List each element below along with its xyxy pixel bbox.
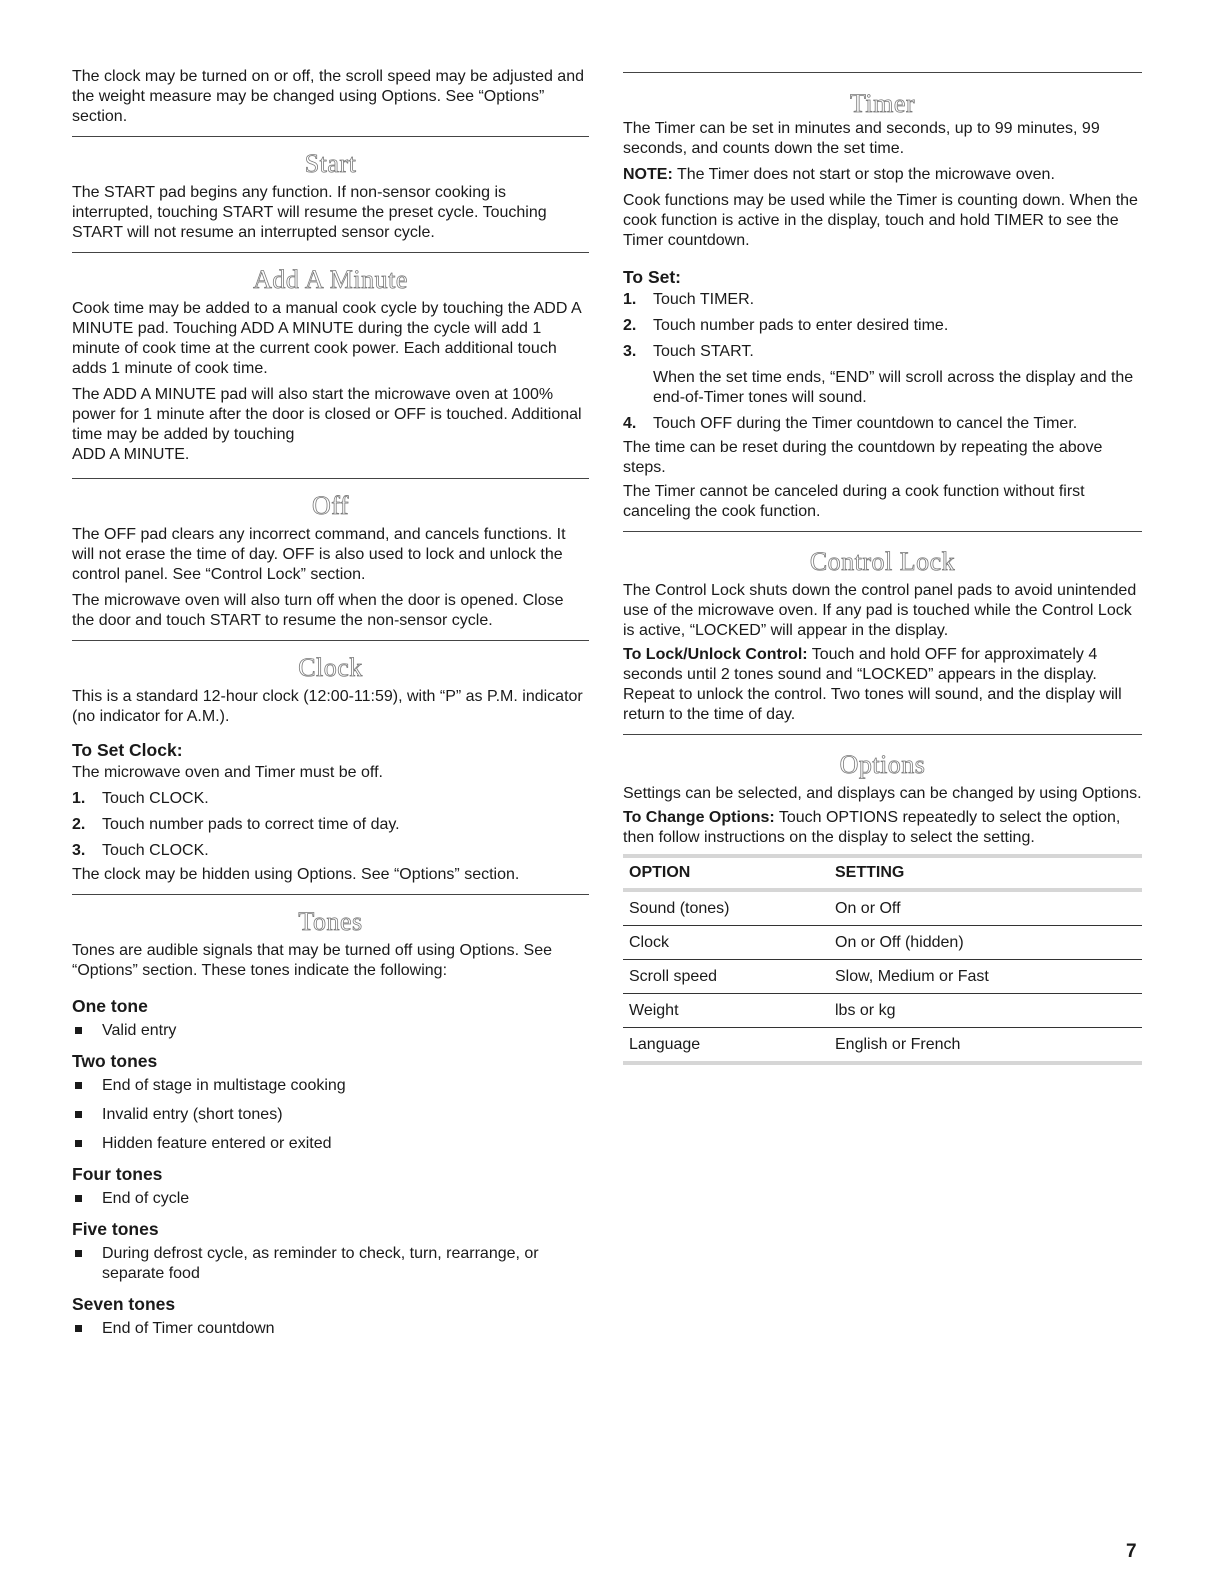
options-table — [623, 854, 1142, 1065]
section-divider — [623, 72, 1142, 73]
page-number: 7 — [1126, 1541, 1137, 1562]
options-text: Touch OPTIONS repeatedly to select the option, then follow instructions on the display to select the setting. — [623, 809, 1121, 846]
table-header-row — [623, 856, 1142, 890]
section-control-lock — [623, 531, 1142, 725]
step-number: 1. — [623, 291, 637, 308]
list-item — [72, 841, 589, 861]
list-item — [72, 815, 589, 835]
list-item: End of Timer countdown — [72, 1319, 589, 1339]
tone-list — [72, 1021, 589, 1041]
tone-heading: Seven tones — [72, 1294, 176, 1314]
step-number: 4. — [623, 415, 637, 432]
section-title-clock: Clock — [298, 653, 363, 682]
option-cell: Scroll speed — [623, 960, 829, 994]
table-row — [623, 960, 1142, 994]
tones-paragraph: Tones are audible signals that may be turned off using Options. See “Options” section. These tones indicate the following: — [72, 942, 553, 979]
tone-group-two — [72, 1050, 589, 1154]
list-item: End of stage in multistage cooking — [72, 1076, 589, 1096]
clock-paragraph-3: The clock may be hidden using Options. See “Options” section. — [72, 866, 520, 883]
table-row — [623, 926, 1142, 960]
list-item: Invalid entry (short tones) — [72, 1105, 589, 1125]
add-minute-paragraph-2-text: The ADD A MINUTE pad will also start the microwave oven at 100% power for 1 minute after the door is closed or OFF is touched. Additional time may be added by touching — [72, 386, 582, 443]
timer-paragraph-4: The time can be reset during the countdown by repeating the above steps. — [623, 439, 1103, 476]
section-clock — [72, 640, 589, 885]
note-text: The Timer does not start or stop the microwave oven. — [672, 166, 1055, 183]
section-timer — [623, 72, 1142, 522]
setting-cell: On or Off (hidden) — [829, 926, 1142, 960]
clock-subheading: To Set Clock: — [72, 740, 183, 760]
table-row — [623, 1028, 1142, 1064]
tone-list — [72, 1076, 589, 1154]
section-title-off: Off — [311, 491, 350, 520]
tone-list — [72, 1189, 589, 1209]
section-divider — [623, 734, 1142, 735]
options-label: To Change Options: — [623, 809, 775, 826]
section-start — [72, 136, 589, 243]
step-number: 2. — [72, 816, 86, 833]
options-instructions — [623, 808, 1142, 848]
list-item — [623, 414, 1142, 434]
step-text: Touch number pads to enter desired time. — [653, 317, 949, 334]
timer-paragraph-3: Cook functions may be used while the Timer is counting down. When the cook function is active in the display, touch and hold TIMER to see the Timer countdown. — [623, 192, 1138, 249]
add-minute-paragraph-2-end: ADD A MINUTE. — [72, 446, 190, 463]
tone-list — [72, 1244, 589, 1284]
section-divider — [72, 252, 589, 253]
step-text: Touch CLOCK. — [102, 842, 209, 859]
section-divider — [72, 894, 589, 895]
tone-heading: Five tones — [72, 1219, 159, 1239]
section-title-options: Options — [839, 750, 926, 779]
section-title-add-a-minute: Add A Minute — [253, 265, 408, 294]
step-text: Touch CLOCK. — [102, 790, 209, 807]
section-off — [72, 478, 589, 631]
step-text: Touch OFF during the Timer countdown to cancel the Timer. — [653, 415, 1078, 432]
list-item — [623, 290, 1142, 310]
options-paragraph: Settings can be selected, and displays can be changed by using Options. — [623, 785, 1142, 802]
section-title-start: Start — [304, 149, 357, 178]
option-cell: Weight — [623, 994, 829, 1028]
list-item: Hidden feature entered or exited — [72, 1134, 589, 1154]
option-cell: Language — [623, 1028, 829, 1064]
section-divider — [72, 136, 589, 137]
table-row — [623, 890, 1142, 926]
setting-cell: English or French — [829, 1028, 1142, 1064]
left-column — [72, 0, 589, 1348]
list-item: End of cycle — [72, 1189, 589, 1209]
clock-steps — [72, 789, 589, 861]
step-text: Touch TIMER. — [653, 291, 755, 308]
section-divider — [623, 531, 1142, 532]
section-title-control-lock: Control Lock — [809, 547, 956, 576]
off-paragraph-2: The microwave oven will also turn off when the door is opened. Close the door and touch START to resume the non-sensor cycle. — [72, 592, 564, 629]
step-number: 3. — [623, 343, 637, 360]
step-text: Touch START. — [653, 343, 754, 360]
section-add-a-minute — [72, 252, 589, 465]
timer-paragraph-1: The Timer can be set in minutes and seconds, up to 99 minutes, 99 seconds, and counts down the set time. — [623, 120, 1100, 157]
list-item — [623, 316, 1142, 336]
clock-paragraph-2: The microwave oven and Timer must be off. — [72, 764, 383, 781]
tone-group-one — [72, 995, 589, 1041]
tone-heading: Two tones — [72, 1051, 158, 1071]
step-number: 3. — [72, 842, 86, 859]
section-divider — [72, 640, 589, 641]
control-lock-text: Touch and hold OFF for approximately 4 seconds until 2 tones sound and “LOCKED” appears in the display. Repeat to unlock the control. Two tones will sound, and the display will return to the time of day. — [623, 646, 1122, 723]
control-lock-label: To Lock/Unlock Control: — [623, 646, 808, 663]
list-item — [623, 342, 1142, 408]
section-options — [623, 734, 1142, 1065]
timer-note — [623, 165, 1142, 185]
add-minute-paragraph-1: Cook time may be added to a manual cook cycle by touching the ADD A MINUTE pad. Touching ADD A MINUTE during the cycle will add 1 minute of cook time at the current cook power. Each additional touch adds 1 minute of cook time. — [72, 300, 581, 377]
off-paragraph-1: The OFF pad clears any incorrect command, and cancels functions. It will not erase the time of day. OFF is also used to lock and unlock the control panel. See “Control Lock” section. — [72, 526, 566, 583]
list-item: During defrost cycle, as reminder to check, turn, rearrange, or separate food — [72, 1244, 589, 1284]
tone-group-five — [72, 1218, 589, 1284]
step-note: When the set time ends, “END” will scroll across the display and the end-of-Timer tones will sound. — [653, 369, 1134, 406]
section-title-tones: Tones — [298, 907, 363, 936]
tone-list — [72, 1319, 589, 1339]
setting-cell: On or Off — [829, 890, 1142, 926]
tone-heading: Four tones — [72, 1164, 163, 1184]
column-header-setting: SETTING — [829, 856, 1142, 890]
clock-paragraph-1: This is a standard 12-hour clock (12:00-11:59), with “P” as P.M. indicator (no indicator for A.M.). — [72, 688, 583, 725]
step-text: Touch number pads to correct time of day. — [102, 816, 400, 833]
option-cell: Sound (tones) — [623, 890, 829, 926]
setting-cell: lbs or kg — [829, 994, 1142, 1028]
section-divider — [72, 478, 589, 479]
setting-cell: Slow, Medium or Fast — [829, 960, 1142, 994]
tone-group-four — [72, 1163, 589, 1209]
list-item — [72, 789, 589, 809]
right-column — [623, 0, 1142, 1065]
timer-subheading: To Set: — [623, 267, 682, 287]
add-minute-paragraph-2 — [72, 385, 589, 465]
note-label: NOTE: — [623, 166, 673, 183]
tone-heading: One tone — [72, 996, 148, 1016]
section-title-timer: Timer — [849, 89, 916, 118]
option-cell: Clock — [623, 926, 829, 960]
column-header-option: OPTION — [623, 856, 829, 890]
control-lock-instructions — [623, 645, 1142, 725]
section-tones — [72, 894, 589, 1339]
intro-paragraph: The clock may be turned on or off, the scroll speed may be adjusted and the weight measure may be changed using Options. See “Options” section. — [72, 68, 584, 125]
control-lock-paragraph: The Control Lock shuts down the control panel pads to avoid unintended use of the microwave oven. If any pad is touched while the Control Lock is active, “LOCKED” will appear in the display. — [623, 582, 1137, 639]
timer-steps — [623, 290, 1142, 434]
start-paragraph: The START pad begins any function. If non-sensor cooking is interrupted, touching START will resume the preset cycle. Touching START will not resume an interrupted sensor cycle. — [72, 184, 547, 241]
timer-paragraph-5: The Timer cannot be canceled during a cook function without first canceling the cook function. — [623, 483, 1085, 520]
table-row — [623, 994, 1142, 1028]
step-number: 2. — [623, 317, 637, 334]
list-item: Valid entry — [72, 1021, 589, 1041]
tone-group-seven — [72, 1293, 589, 1339]
step-number: 1. — [72, 790, 86, 807]
